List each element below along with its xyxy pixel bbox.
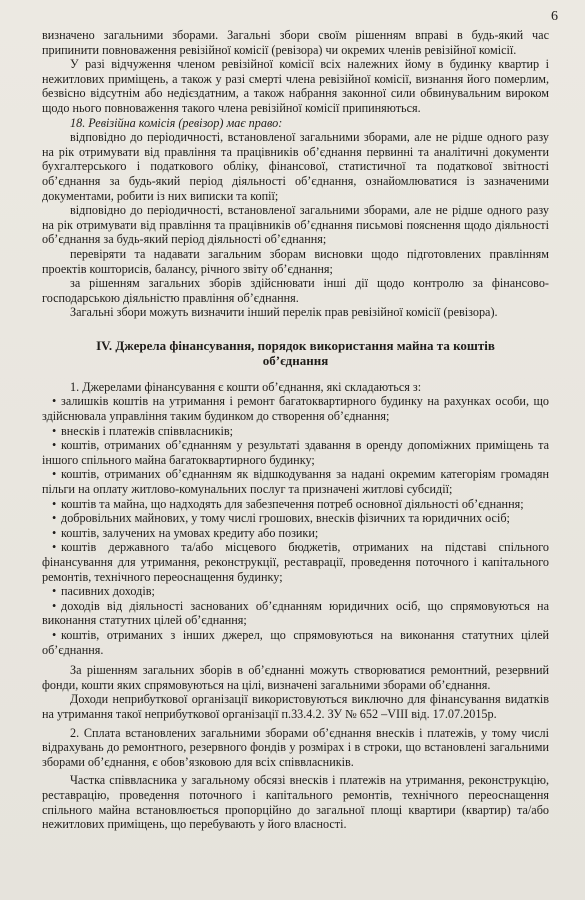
- bullet-icon: •: [52, 496, 57, 511]
- bullet-icon: •: [52, 584, 57, 599]
- bullet-icon: •: [52, 438, 57, 453]
- bullet-icon: •: [52, 467, 57, 482]
- paragraph: визначено загальними зборами. Загальні збори своїм рішенням вправі в будь-який час припинити повноваження ревізійної комісії (ревізора) чи окремих членів ревізійної комісії.: [42, 28, 549, 57]
- list-item: • коштів, залучених на умовах кредиту або позики;: [52, 525, 319, 540]
- paragraph: У разі відчуження членом ревізійної комісії всіх належних йому в будинку квартир і нежитлових приміщень, а також у разі смерті члена ревізійної комісії, визнання його померлим, безвісно відсутнім або недієздатним, а також набрання законної сили обвинувальним вироком щодо нього повноваження такого члена ревізійної комісії припиняються.: [42, 57, 549, 115]
- paragraph: 2. Сплата встановлених загальними зборами об’єднання внесків і платежів, у тому числі відрахувань до ремонтного, резервного фондів у розмірах і в строки, що встановлені загальними зборами об’єднання, є обов’язковою для всіх співвласників.: [42, 725, 549, 769]
- section-intro: 1. Джерелами фінансування є кошти об’єднання, які складаються з:: [70, 379, 422, 394]
- paragraph: відповідно до періодичності, встановленої загальними зборами, але не рідше одного разу на рік отримувати від правління та працівників об’єднання письмові пояснення щодо діяльності об’єднання за будь-який період діяльності об’єднання;: [42, 203, 549, 247]
- paragraph: перевіряти та надавати загальним зборам висновки щодо підготовлених правлінням проектів кошторисів, балансу, річного звіту об’єднання;: [42, 246, 549, 276]
- list-item: • залишків коштів на утримання і ремонт багатоквартирного будинку на рахунках особи, що здійснювала управління таким будинком до створення об’єднання;: [42, 394, 549, 424]
- list-item: • коштів, отриманих об’єднанням як відшкодування за надані окремим категоріям громадян пільги на оплату житлово-комунальних послуг та призначені житлові субсидії;: [42, 467, 549, 497]
- paragraph: Доходи неприбуткової організації використовуються виключно для фінансування видатків на утримання такої неприбуткової організації п.33.4.2. ЗУ № 652 –VIII від. 17.07.2015р.: [42, 692, 549, 721]
- paragraph: за рішенням загальних зборів здійснювати інші дії щодо контролю за фінансово-господарською діяльністю правління об’єднання.: [42, 276, 549, 305]
- paragraph-clause-18: 18. Ревізійна комісія (ревізор) має право:: [70, 115, 283, 130]
- list-item: • коштів та майна, що надходять для забезпечення потреб основної діяльності об’єднання;: [52, 496, 524, 511]
- bullet-icon: •: [52, 598, 57, 613]
- bullet-icon: •: [52, 627, 57, 642]
- document-body: [42, 28, 549, 832]
- list-item: • коштів державного та/або місцевого бюджетів, отриманих на підставі спільного фінансування для утримання, реконструкції, реставрації, проведення поточного і капітального ремонтів, технічного переоснащення будинку;: [42, 540, 549, 584]
- section-heading-line: об’єднання: [262, 352, 329, 368]
- bullet-icon: •: [52, 511, 57, 526]
- list-item: • добровільних майнових, у тому числі грошових, внесків фізичних та юридичних осіб;: [52, 511, 510, 526]
- section-heading: [66, 338, 525, 368]
- list-item: • коштів, отриманих з інших джерел, що спрямовуються на виконання статутних цілей об’єднання.: [42, 627, 549, 657]
- paragraph: За рішенням загальних зборів в об’єднанні можуть створюватися ремонтний, резервний фонди, кошти яких спрямовуються на цілі, визначені загальними зборами об’єднання.: [42, 663, 549, 692]
- paragraph: Частка співвласника у загальному обсязі внесків і платежів на утримання, реконструкцію, реставрацію, проведення поточного і капітального ремонтів, технічного переоснащення спільного майна встановлюється пропорційно до загальної площі квартири (квартир) та/або нежитлових приміщень, що перебувають у його власності.: [42, 773, 549, 832]
- section-heading-line: IV. Джерела фінансування, порядок використання майна та коштів: [96, 337, 495, 353]
- page-number: 6: [551, 9, 558, 24]
- paragraph: відповідно до періодичності, встановленої загальними зборами, але не рідше одного разу на рік отримувати від правління та працівників об’єднання первинні та аналітичні документи бухгалтерського і податкового обліку, фінансової, статистичної та податкової звітності об’єднання за будь-який період діяльності об’єднання, ознайомлюватися із зазначеними документами, робити із них виписки та копії;: [42, 130, 549, 203]
- bullet-icon: •: [52, 525, 57, 540]
- list-item: • коштів, отриманих об’єднанням у результаті здавання в оренду допоміжних приміщень та іншого спільного майна багатоквартирного будинку;: [42, 438, 549, 467]
- paragraph: Загальні збори можуть визначити інший перелік прав ревізійної комісії (ревізора).: [70, 305, 498, 320]
- list-item: • внесків і платежів співвласників;: [52, 423, 234, 438]
- list-item: • доходів від діяльності заснованих об’єднанням юридичних осіб, що спрямовуються на виконання статутних цілей об’єднання;: [42, 598, 549, 628]
- list-item: • пасивних доходів;: [52, 584, 155, 599]
- bullet-icon: •: [52, 394, 57, 409]
- bullet-icon: •: [52, 423, 57, 438]
- bullet-icon: •: [52, 540, 57, 555]
